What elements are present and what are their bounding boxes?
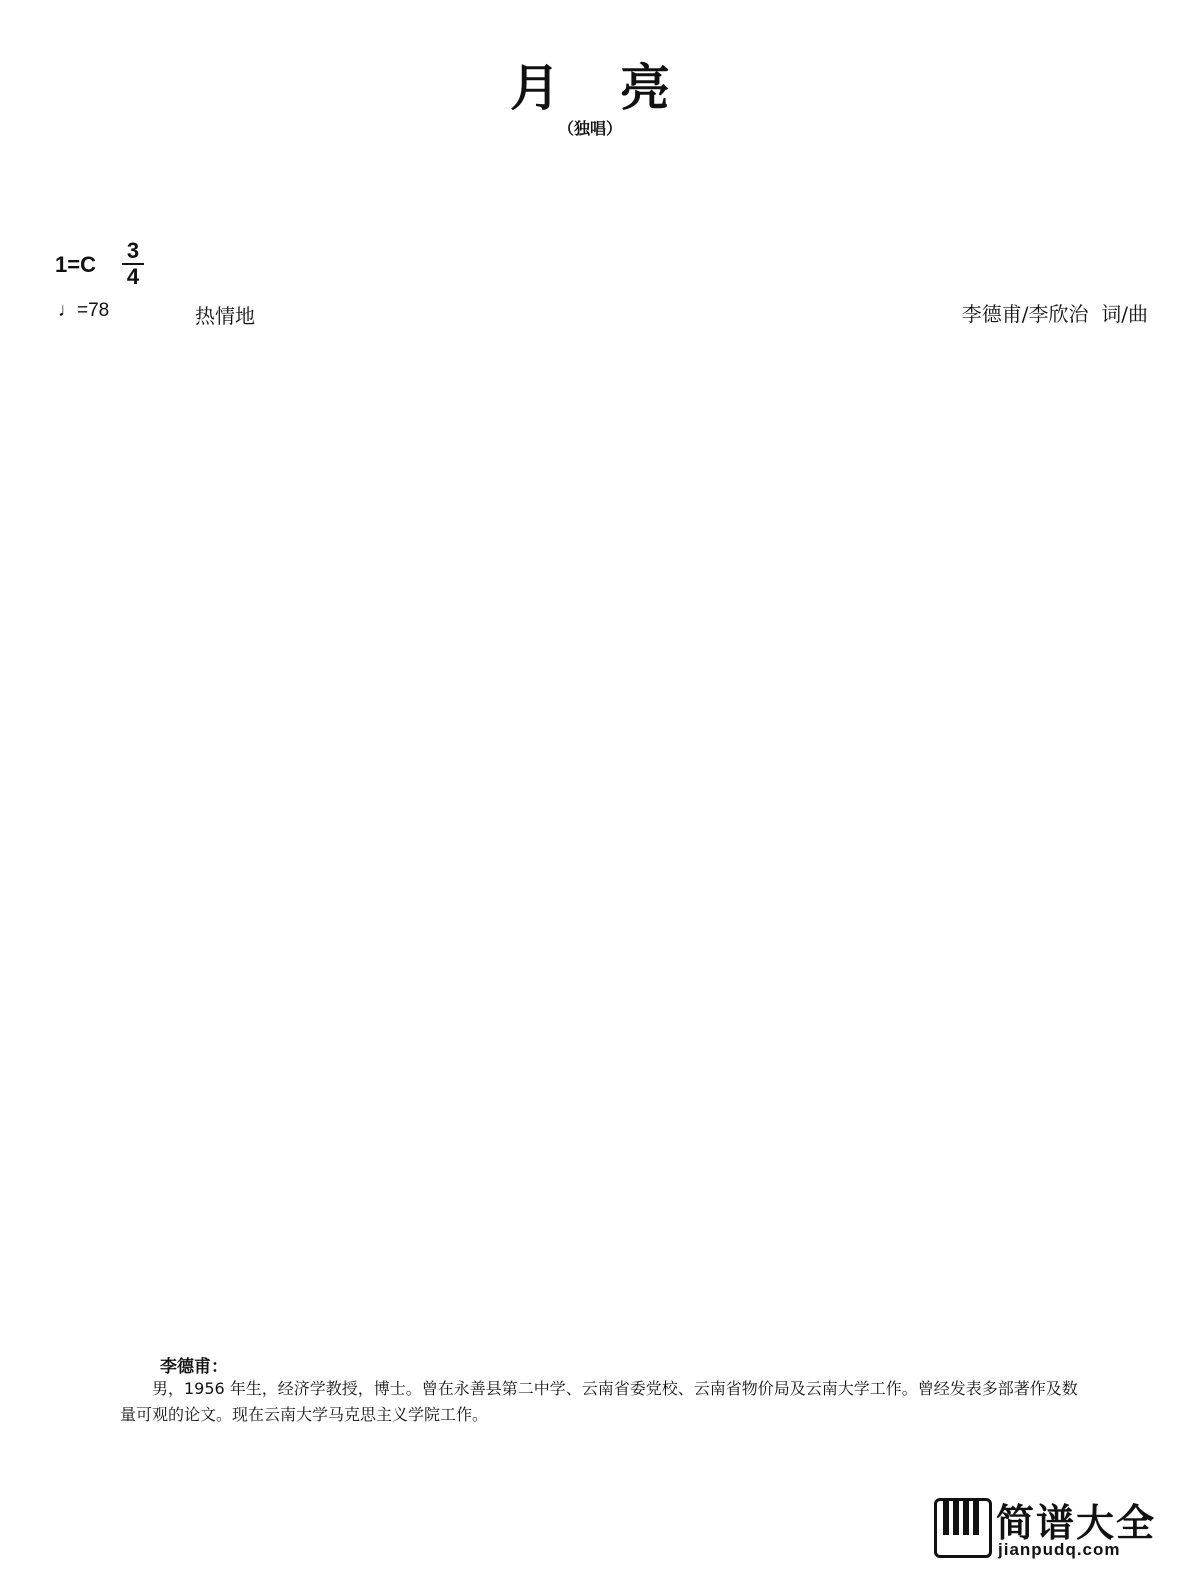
song-title: 月亮	[510, 58, 730, 117]
lyric-line	[50, 876, 1150, 906]
key-signature: 1=C	[55, 252, 96, 277]
lyric-line	[50, 1086, 1150, 1116]
score-system	[50, 482, 1150, 576]
score-system	[50, 1052, 1150, 1116]
lyric-line	[50, 666, 1150, 696]
lyric-line	[50, 546, 1150, 576]
time-signature	[122, 240, 144, 288]
bio-text: 男，1956 年生，经济学教授，博士。曾在永善县第二中学、云南省委党校、云南省物价局及云南大学工作。曾经发表多部著作及数量可观的论文。现在云南大学马克思主义学院工作。	[120, 1379, 1078, 1424]
time-numerator: 3	[126, 238, 140, 263]
bio-name: 李德甫：	[160, 1357, 228, 1377]
site-logo[interactable]	[934, 1492, 1162, 1562]
score-system	[50, 842, 1150, 936]
notation-line	[50, 1052, 1150, 1086]
lyric-line	[50, 994, 1150, 1024]
song-subtitle: （独唱）	[557, 119, 622, 138]
lyric-line	[50, 516, 1150, 546]
lyric-line	[50, 754, 1150, 784]
score-system	[50, 602, 1150, 696]
score-system	[50, 960, 1150, 1024]
lyric-line	[50, 784, 1150, 814]
notation-line	[50, 842, 1150, 876]
time-denominator: 4	[126, 264, 140, 289]
composer-credits: 李德甫/李欣治 词/曲	[961, 302, 1148, 326]
notation-line	[50, 720, 1150, 754]
piano-keys-icon	[934, 1498, 992, 1558]
expression-mark: 热情地	[195, 304, 255, 328]
notation-line	[50, 602, 1150, 636]
logo-site: jianpudq.com	[998, 1540, 1121, 1559]
tempo-mark: ♩=78	[58, 300, 110, 321]
notation-line	[50, 482, 1150, 516]
score-system	[50, 720, 1150, 814]
lyric-line	[50, 906, 1150, 936]
notation-line	[50, 420, 1150, 454]
notation-line	[50, 960, 1150, 994]
lyric-line	[50, 636, 1150, 666]
logo-brand: 简谱大全	[996, 1501, 1157, 1545]
notation-line	[50, 360, 1150, 394]
score-system	[50, 420, 1150, 454]
score-system	[50, 360, 1150, 394]
